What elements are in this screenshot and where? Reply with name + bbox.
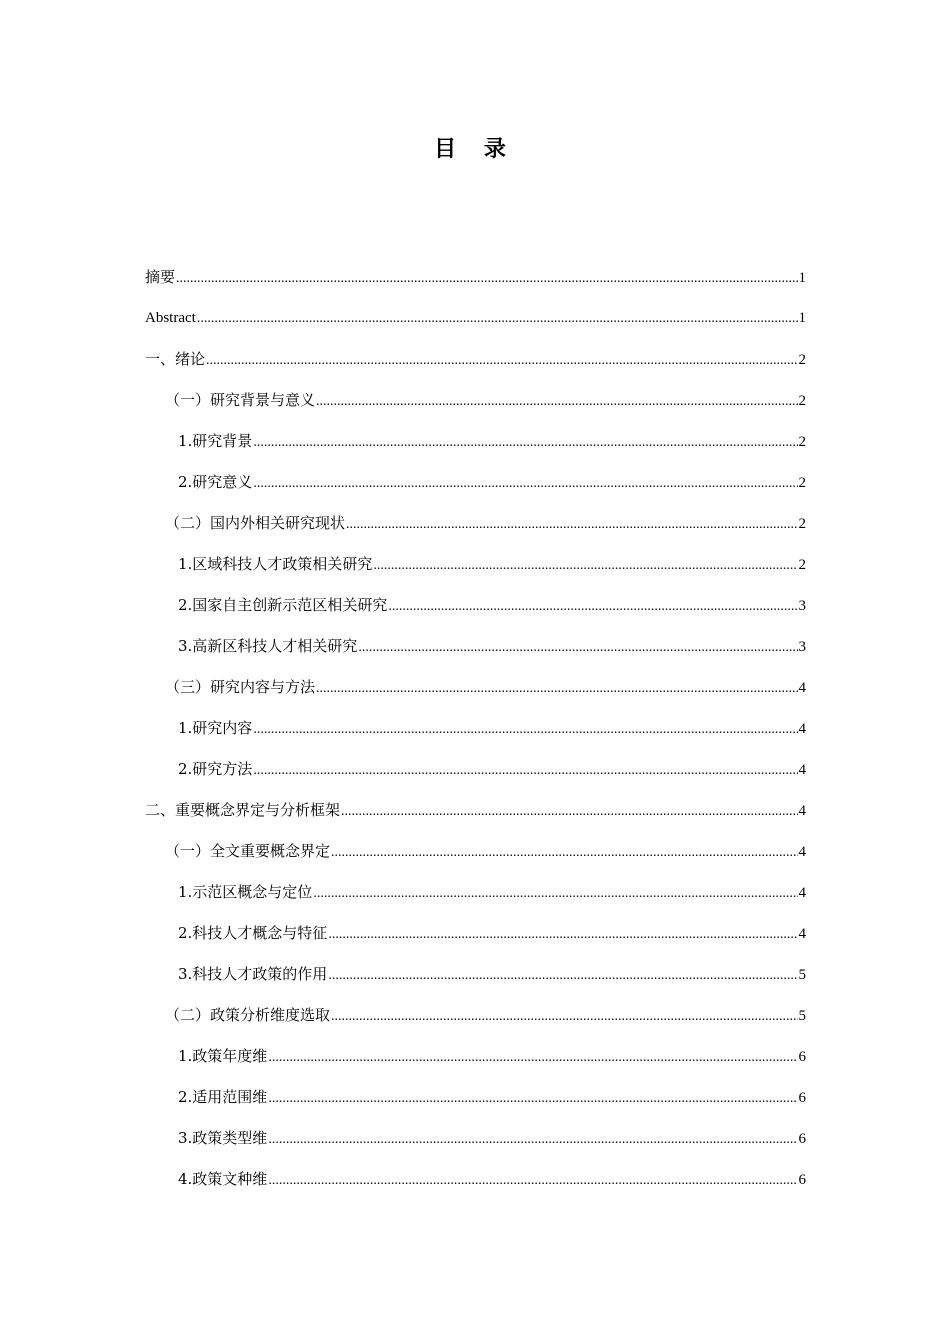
toc-entry-section-1-1[interactable] bbox=[145, 386, 806, 427]
toc-entry-label: （一）研究背景与意义 bbox=[165, 391, 316, 409]
toc-entry-subsection[interactable] bbox=[145, 960, 806, 1001]
toc-entry-label: （二）政策分析维度选取 bbox=[165, 1006, 331, 1024]
toc-entry-subsection[interactable] bbox=[145, 919, 806, 960]
toc-page-number: 5 bbox=[798, 967, 806, 983]
toc-entry-subsection[interactable] bbox=[145, 1124, 806, 1165]
toc-entry-label: 3.科技人才政策的作用 bbox=[178, 965, 328, 983]
toc-entry-label: 1.研究背景 bbox=[178, 432, 253, 450]
toc-entry-label: （二）国内外相关研究现状 bbox=[165, 514, 346, 532]
toc-entry-label: 1.研究内容 bbox=[178, 719, 253, 737]
toc-entry-subsection[interactable] bbox=[145, 591, 806, 632]
toc-entry-chapter-2[interactable] bbox=[145, 796, 806, 837]
toc-entry-label: 3.政策类型维 bbox=[178, 1129, 268, 1147]
toc-entry-subsection[interactable] bbox=[145, 427, 806, 468]
toc-dot-leader bbox=[388, 593, 797, 621]
toc-page-number: 4 bbox=[798, 926, 806, 942]
toc-dot-leader bbox=[253, 470, 797, 498]
toc-entry-label: 一、绪论 bbox=[145, 350, 206, 368]
toc-page-number: 2 bbox=[798, 475, 806, 491]
toc-page-number: 4 bbox=[798, 885, 806, 901]
toc-entry-subsection[interactable] bbox=[145, 714, 806, 755]
toc-page-number: 2 bbox=[798, 516, 806, 532]
toc-entry-label: 2.研究意义 bbox=[178, 473, 253, 491]
toc-entry-subsection[interactable] bbox=[145, 1083, 806, 1124]
toc-dot-leader bbox=[346, 511, 797, 539]
toc-page-number: 6 bbox=[798, 1172, 806, 1188]
toc-dot-leader bbox=[331, 1003, 797, 1031]
toc-entry-subsection[interactable] bbox=[145, 755, 806, 796]
toc-entry-subsection[interactable] bbox=[145, 550, 806, 591]
toc-entry-label: Abstract bbox=[145, 310, 196, 326]
toc-page-number: 6 bbox=[798, 1131, 806, 1147]
toc-page-number: 4 bbox=[798, 721, 806, 737]
toc-page-number: 3 bbox=[798, 598, 806, 614]
toc-dot-leader bbox=[331, 839, 797, 867]
toc-dot-leader bbox=[253, 757, 797, 785]
toc-page-number: 4 bbox=[798, 803, 806, 819]
toc-dot-leader bbox=[253, 716, 797, 744]
toc-dot-leader bbox=[253, 429, 797, 457]
toc-entry-subsection[interactable] bbox=[145, 632, 806, 673]
toc-page-number: 6 bbox=[798, 1090, 806, 1106]
toc-dot-leader bbox=[206, 347, 797, 375]
toc-dot-leader bbox=[316, 675, 797, 703]
toc-entry-label: （三）研究内容与方法 bbox=[165, 678, 316, 696]
toc-entry-label: 2.国家自主创新示范区相关研究 bbox=[178, 596, 388, 614]
toc-title: 目 录 bbox=[434, 137, 516, 162]
toc-dot-leader bbox=[328, 962, 797, 990]
toc-entry-section-2-1[interactable] bbox=[145, 837, 806, 878]
toc-entry-label: 2.研究方法 bbox=[178, 760, 253, 778]
toc-page-number: 5 bbox=[798, 1008, 806, 1024]
toc-dot-leader bbox=[341, 798, 797, 826]
toc-page-number: 2 bbox=[798, 393, 806, 409]
toc-entry-abstract-en[interactable] bbox=[145, 304, 806, 345]
toc-dot-leader bbox=[268, 1085, 797, 1113]
toc-page-number: 2 bbox=[798, 352, 806, 368]
toc-entry-chapter-1[interactable] bbox=[145, 345, 806, 386]
toc-entry-section-1-2[interactable] bbox=[145, 509, 806, 550]
toc-entry-label: 2.科技人才概念与特征 bbox=[178, 924, 328, 942]
toc-dot-leader bbox=[197, 305, 798, 333]
toc-dot-leader bbox=[316, 388, 797, 416]
toc-entry-label: 摘要 bbox=[145, 268, 176, 286]
toc-entry-section-2-2[interactable] bbox=[145, 1001, 806, 1042]
toc-page-number: 2 bbox=[798, 434, 806, 450]
toc-page-number: 3 bbox=[798, 639, 806, 655]
toc-entry-label: 3.高新区科技人才相关研究 bbox=[178, 637, 358, 655]
toc-dot-leader bbox=[176, 265, 797, 293]
toc-dot-leader bbox=[268, 1044, 797, 1072]
toc-entry-label: 二、重要概念界定与分析框架 bbox=[145, 801, 341, 819]
toc-dot-leader bbox=[358, 634, 797, 662]
toc-entry-label: 1.区域科技人才政策相关研究 bbox=[178, 555, 373, 573]
toc-dot-leader bbox=[268, 1126, 797, 1154]
toc-entry-label: 4.政策文种维 bbox=[178, 1170, 268, 1188]
toc-page-number: 4 bbox=[798, 680, 806, 696]
toc-dot-leader bbox=[268, 1167, 797, 1195]
toc-entry-subsection[interactable] bbox=[145, 878, 806, 919]
toc-entry-subsection[interactable] bbox=[145, 468, 806, 509]
toc-page-number: 1 bbox=[798, 270, 806, 286]
toc-entry-label: 1.政策年度维 bbox=[178, 1047, 268, 1065]
toc-entry-section-1-3[interactable] bbox=[145, 673, 806, 714]
toc-page-number: 4 bbox=[798, 762, 806, 778]
toc-entry-subsection[interactable] bbox=[145, 1042, 806, 1083]
toc-entry-label: （一）全文重要概念界定 bbox=[165, 842, 331, 860]
toc-entry-abstract-cn[interactable] bbox=[145, 263, 806, 304]
toc-page-number: 2 bbox=[798, 557, 806, 573]
toc-list bbox=[145, 263, 806, 1206]
toc-page-number: 4 bbox=[798, 844, 806, 860]
toc-dot-leader bbox=[313, 880, 797, 908]
toc-dot-leader bbox=[373, 552, 797, 580]
toc-entry-label: 2.适用范围维 bbox=[178, 1088, 268, 1106]
toc-entry-subsection[interactable] bbox=[145, 1165, 806, 1206]
toc-page-number: 6 bbox=[798, 1049, 806, 1065]
toc-entry-label: 1.示范区概念与定位 bbox=[178, 883, 313, 901]
toc-page-number: 1 bbox=[798, 310, 806, 326]
toc-dot-leader bbox=[328, 921, 797, 949]
